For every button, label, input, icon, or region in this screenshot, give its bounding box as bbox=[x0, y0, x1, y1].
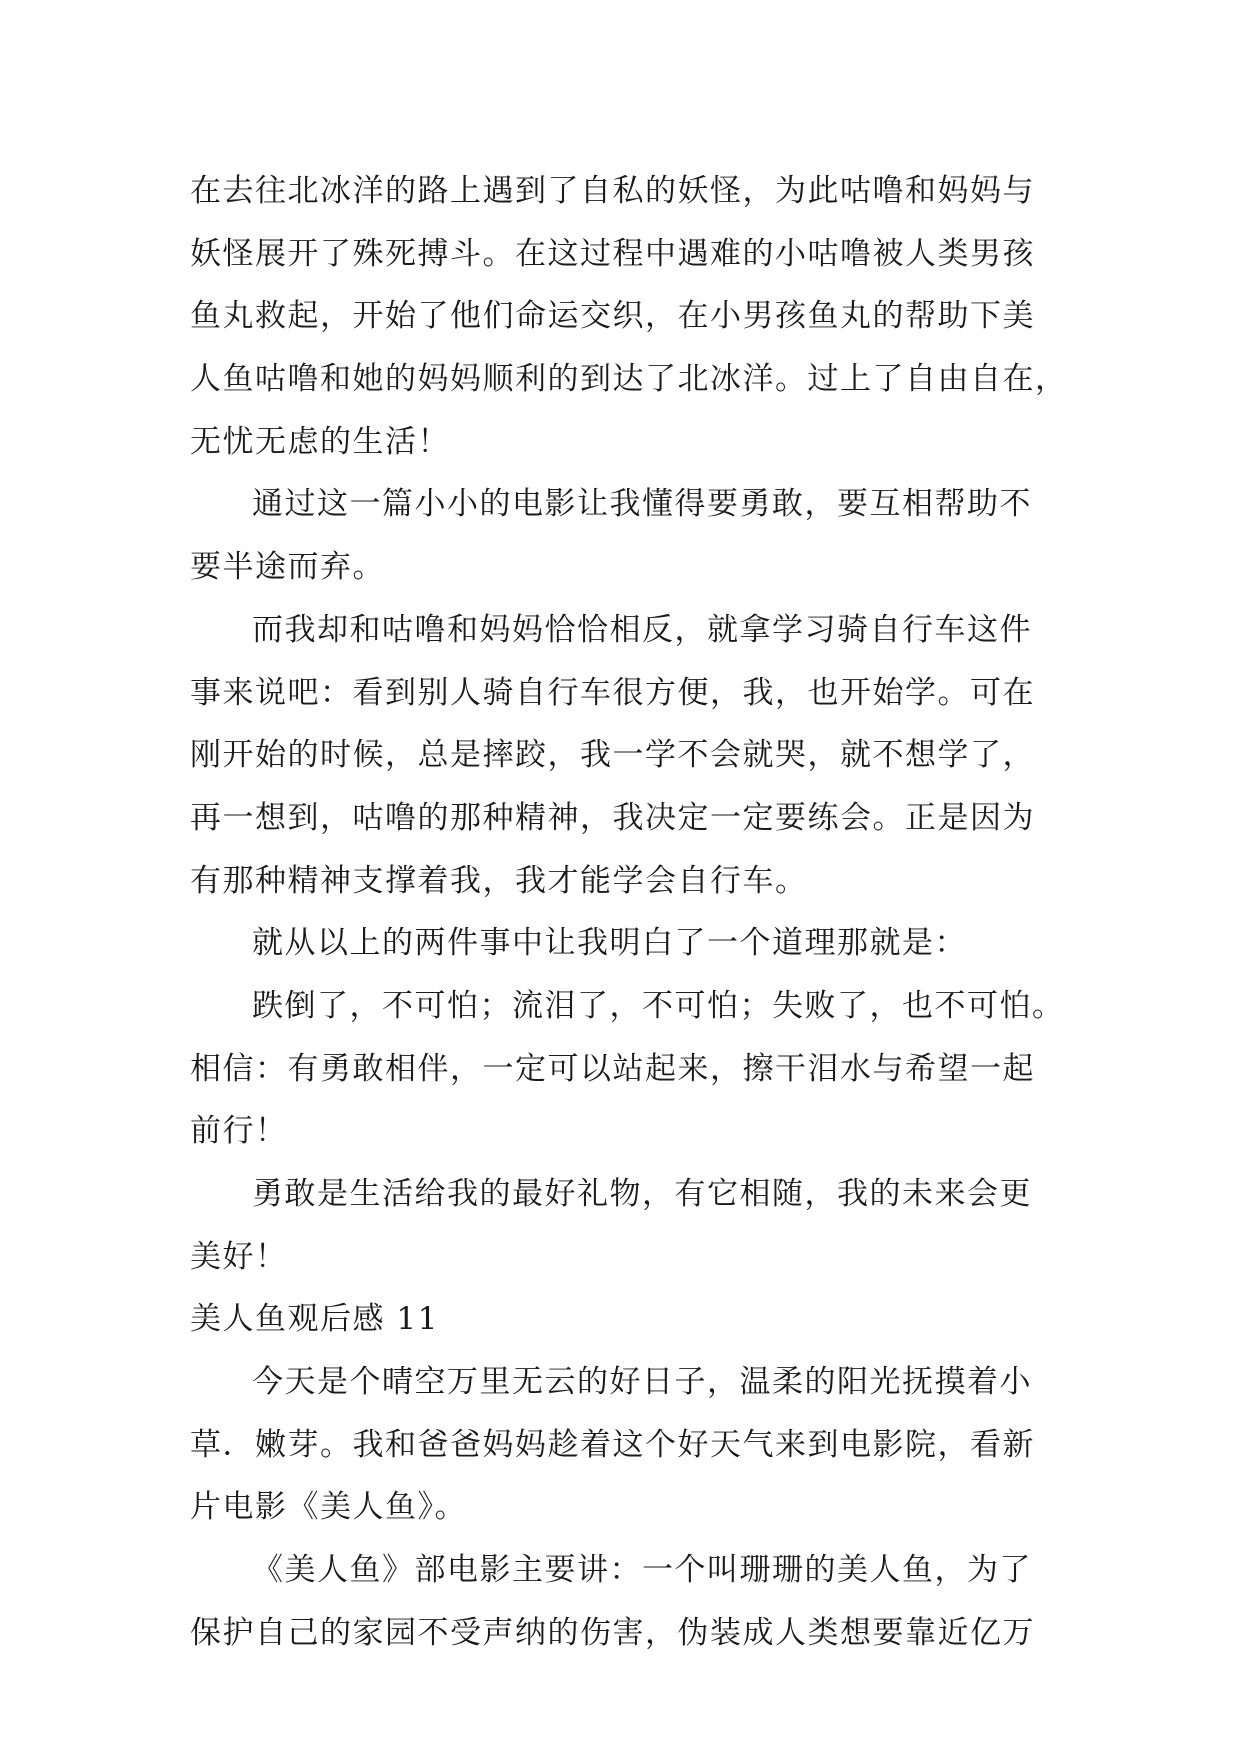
text-line: 事来说吧：看到别人骑自行车很方便，我，也开始学。可在 bbox=[190, 674, 1035, 711]
text-line: 前行！ bbox=[190, 1113, 288, 1150]
text-line: 片电影《美人鱼》。 bbox=[190, 1489, 467, 1526]
text-line: 美好！ bbox=[190, 1238, 288, 1275]
text-line: 有那种精神支撑着我，我才能学会自行车。 bbox=[190, 862, 808, 899]
text-line: 鱼丸救起，开始了他们命运交织，在小男孩鱼丸的帮助下美 bbox=[190, 298, 1035, 335]
text-line: 人鱼咕噜和她的妈妈顺利的到达了北冰洋。过上了自由自在， bbox=[190, 361, 1068, 398]
text-line: 刚开始的时候，总是摔跤，我一学不会就哭，就不想学了， bbox=[190, 737, 1035, 774]
text-line: 要半途而弃。 bbox=[190, 549, 385, 586]
text-line: 保护自己的家园不受声纳的伤害，伪装成人类想要靠近亿万 bbox=[190, 1614, 1035, 1651]
text-line: 妖怪展开了殊死搏斗。在这过程中遇难的小咕噜被人类男孩 bbox=[190, 235, 1035, 272]
text-line: 草．嫩芽。我和爸爸妈妈趁着这个好天气来到电影院，看新 bbox=[190, 1426, 1035, 1463]
section-heading: 美人鱼观后感 11 bbox=[190, 1301, 439, 1338]
paragraph-start-line: 《美人鱼》部电影主要讲：一个叫珊珊的美人鱼，为了 bbox=[252, 1552, 1032, 1589]
text-line: 无忧无虑的生活！ bbox=[190, 423, 450, 460]
paragraph-start-line: 而我却和咕噜和妈妈恰恰相反，就拿学习骑自行车这件 bbox=[252, 611, 1032, 648]
text-line: 在去往北冰洋的路上遇到了自私的妖怪，为此咕噜和妈妈与 bbox=[190, 173, 1035, 209]
document-body bbox=[190, 160, 1070, 1665]
paragraph-start-line: 勇敢是生活给我的最好礼物，有它相随，我的未来会更 bbox=[252, 1176, 1032, 1212]
paragraph-start-line: 今天是个晴空万里无云的好日子，温柔的阳光抚摸着小 bbox=[252, 1364, 1032, 1401]
text-line: 再一想到，咕噜的那种精神，我决定一定要练会。正是因为 bbox=[190, 799, 1035, 836]
paragraph-start-line: 跌倒了，不可怕；流泪了，不可怕；失败了，也不可怕。 bbox=[252, 987, 1065, 1024]
paragraph-start-line: 通过这一篇小小的电影让我懂得要勇敢，要互相帮助不 bbox=[252, 486, 1032, 523]
paragraph-start-line: 就从以上的两件事中让我明白了一个道理那就是： bbox=[252, 925, 967, 962]
text-line: 相信：有勇敢相伴，一定可以站起来，擦干泪水与希望一起 bbox=[190, 1050, 1035, 1087]
